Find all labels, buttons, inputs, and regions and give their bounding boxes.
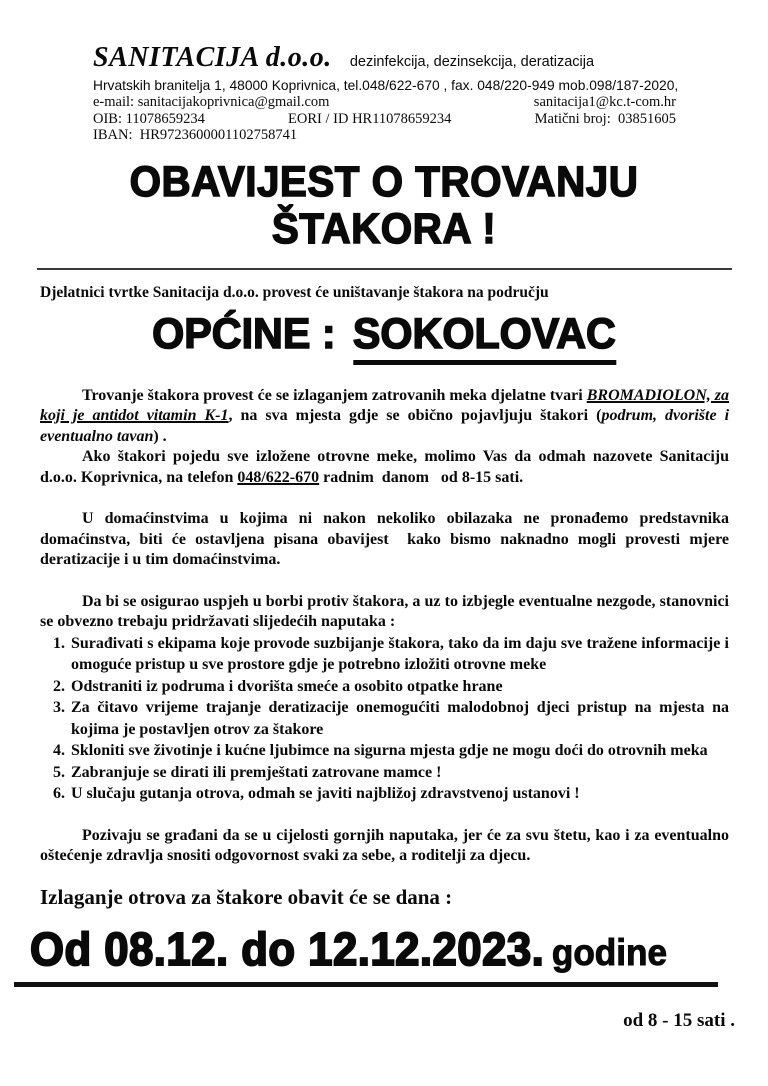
p2-text-end: radnim danom od 8-15 sati. [319, 468, 524, 486]
p1-locations: podrum, dvorište i eventualno tavan [40, 407, 730, 445]
paragraph-households: U domaćinstvima u kojima ni nakon nekoliko obilazaka ne pronađemo predstavnika domaćinstva, biti će ostavljena pisana obavijest kako bismo naknadno mogli provesti mjere deratizacije i u tim domaćinstvima. [40, 510, 729, 568]
municipality-label: OPĆINE : [152, 309, 336, 358]
company-address: Hrvatskih branitelja 1, 48000 Koprivnica, tel.048/622-670 , fax. 048/220-949 mob.098/187-2020, [93, 78, 679, 93]
instruction-item: 4. Skloniti sve životinje i kućne ljubimce na sigurna mjesta gdje ne mogu doći do otrovnih meka [69, 740, 729, 762]
email-secondary: sanitacija1@kc.t-com.hr [533, 94, 676, 110]
notice-title-line2: ŠTAKORA ! [271, 204, 497, 253]
instruction-item: 1. Surađivati s ekipama koje provode suzbijanje štakora, tako da im daju sve tražene informacije i omoguće pristup u sve prostore gdje je potrebno izložiti otrovne meke [69, 633, 729, 676]
maticni-broj: Matični broj: 03851605 [534, 110, 676, 127]
notice-title [23, 159, 745, 253]
iban-number: IBAN: HR9723600001102758741 [93, 127, 298, 143]
paragraph-poison-info [40, 386, 729, 448]
schedule-label: Izlaganje otrova za štakore obavit će se dana : [40, 884, 453, 909]
date-suffix: godine [551, 931, 668, 973]
oib-number: OIB: 11078659234 [93, 110, 205, 127]
municipality-heading [15, 311, 752, 365]
instructions-list [40, 633, 729, 805]
municipality-name: SOKOLOVAC [353, 311, 616, 365]
company-tagline: dezinfekcija, dezinsekcija, deratizacija [349, 54, 595, 70]
iban-row [93, 127, 676, 144]
schedule-hours: od 8 - 15 sati . [623, 1009, 735, 1031]
paragraph-guidelines-intro: Da bi se osigurao uspjeh u borbi protiv štakora, a uz to izbjegle eventualne nezgode, stanovnici se obvezno trebaju pridržavati slijedećih naputaka : [40, 592, 729, 630]
company-line [93, 44, 676, 72]
paragraph-contact [40, 447, 729, 488]
registration-row [93, 111, 676, 128]
paragraph-closing: Pozivaju se građani da se u cijelosti gornjih naputaka, jer će za svu štetu, kao i za eventualno oštećenje zdravlja snositi odgovornost svaki za sebe, a roditelji za djecu. [40, 826, 729, 864]
p1-text-mid: , na sva mjesta gdje se obično pojavljuju štakori ( [228, 407, 602, 424]
email-row [93, 94, 676, 111]
eori-number: EORI / ID HR11078659234 [288, 110, 452, 127]
p1-text-end: ) . [153, 427, 167, 445]
schedule-date [30, 923, 731, 975]
p1-text: Trovanje štakora provest će se izlaganjem zatrovanih meka djelatne tvari [82, 386, 587, 404]
intro-line: Djelatnici tvrtke Sanitacija d.o.o. provest će uništavanje štakora na području [40, 283, 549, 301]
p1-substance: BROMADIOLON, za koji je antidot vitamin K-1 [40, 386, 729, 424]
date-range: Od 08.12. do 12.12.2023. [30, 922, 545, 975]
title-divider [37, 268, 732, 270]
email-primary: e-mail: sanitacijakoprivnica@gmail.com [93, 94, 330, 110]
instruction-item: 6. U slučaju gutanja otrova, odmah se javiti najbližoj zdravstvenoj ustanovi ! [69, 783, 729, 805]
company-name: SANITACIJA d.o.o. [93, 42, 332, 73]
p2-phone-number: 048/622-670 [237, 468, 320, 486]
instruction-item: 5. Zabranjuje se dirati ili premještati zatrovane mamce ! [69, 762, 729, 784]
instruction-item: 3. Za čitavo vrijeme trajanje deratizacije onemogućiti malodobnoj djeci pristup na mjesta na kojima je postavljen otrov za štakore [69, 697, 729, 740]
date-underline-rule [14, 982, 718, 987]
instruction-item: 2. Odstraniti iz podruma i dvorišta smeće a osobito otpatke hrane [69, 676, 729, 698]
notice-title-line1: OBAVIJEST O TROVANJU [129, 157, 639, 206]
letterhead [93, 42, 679, 144]
p2-text: Ako štakori pojedu sve izložene otrovne meke, molimo Vas da odmah nazovete Sanitaciju d.o.o. Koprivnica, na telefon [40, 448, 729, 486]
